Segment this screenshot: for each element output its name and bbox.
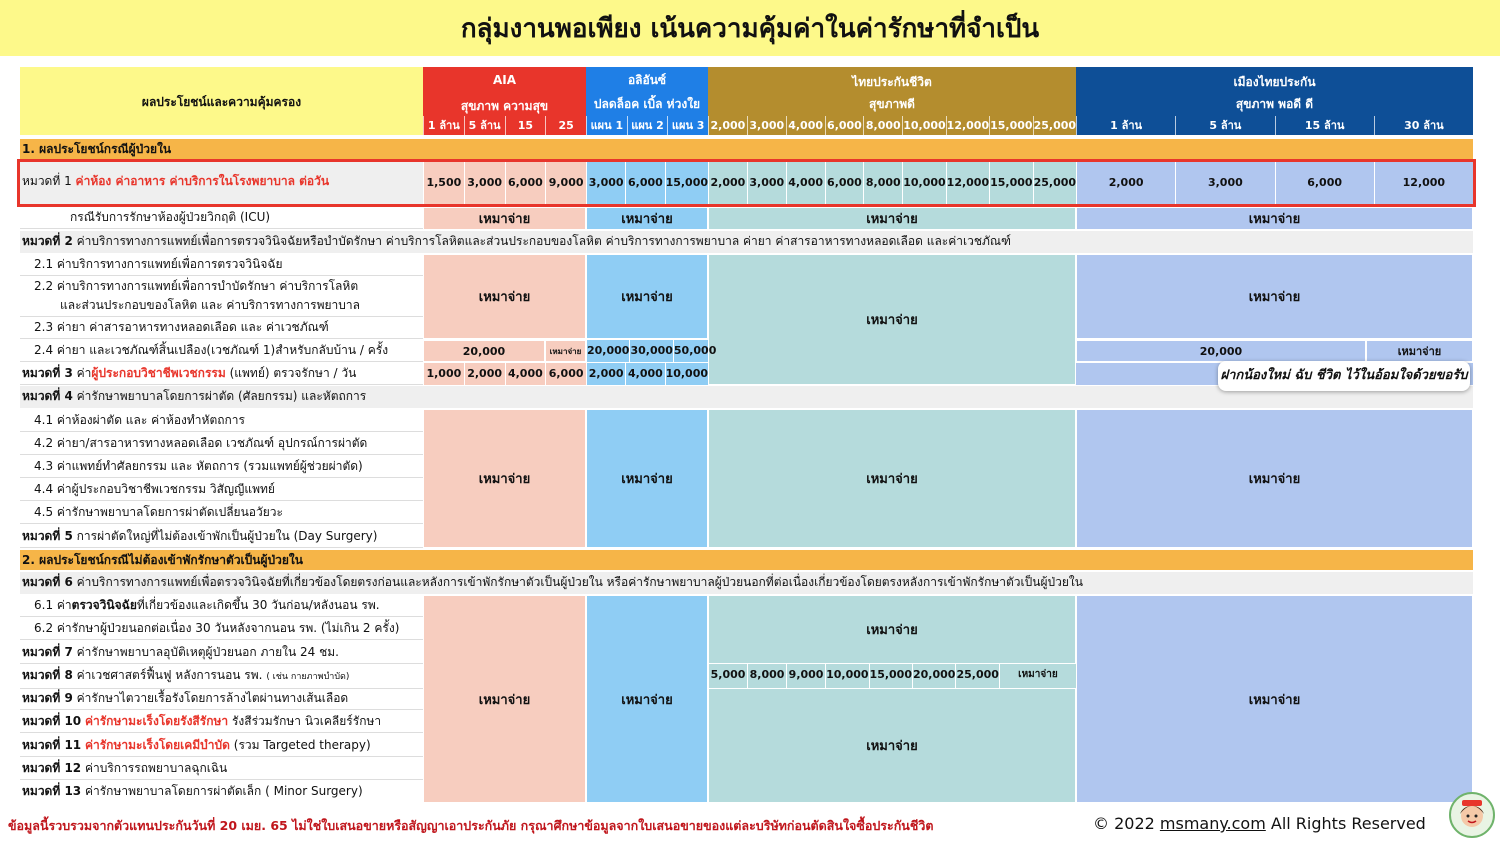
sec2-thai-top: เหมาจ่าย [708,595,1076,664]
avatar-logo-icon [1449,792,1495,838]
cat7-prefix: หมวดที่ 7 [22,645,73,659]
thai-sub: สุขภาพดี [869,97,915,111]
section-2-header: 2. ผลประโยชน์กรณีไม่ต้องเข้าพักรักษาตัวเป็นผู้ป่วยใน [20,550,1473,570]
cat1-text: ค่าห้อง ค่าอาหาร ค่าบริการในโรงพยาบาล ต่อวัน [75,174,330,188]
cat9-text: ค่ารักษาไตวายเรื้อรังโดยการล้างไตผ่านทางเส้นเลือด [76,691,349,705]
value: 10,000 [825,664,868,688]
thai-name: ไทยประกันชีวิต [852,75,932,89]
cat2-aia: เหมาจ่าย [423,254,586,339]
value: 6,000 [625,160,664,206]
value: 15,000 [869,664,912,688]
cat8-small: ( เช่น กายภาพบำบัด) [266,672,350,682]
value: 15,000 [989,160,1032,206]
cat4-aia: เหมาจ่าย [423,409,586,548]
benefit-header [20,67,423,135]
value: 1,500 [423,160,464,206]
cat4-thai: เหมาจ่าย [708,409,1076,548]
r22a: 2.2 ค่าบริการทางการแพทย์เพื่อการบำบัดรักษา ค่าบริการโลหิต [34,279,359,293]
cat4-prefix: หมวดที่ 4 [22,389,73,403]
cat13-text: ค่ารักษาพยาบาลโดยการผ่าตัดเล็ก ( Minor Surgery) [84,784,363,798]
r24-mt-lump: เหมาจ่าย [1366,340,1473,362]
value: 3,000 [464,160,505,206]
tick: 1 ล้าน [1076,116,1175,135]
tick: 15,000 [989,116,1032,135]
r44-label: 4.4 ค่าผู้ประกอบวิชาชีพเวชกรรม วิสัญญีแพทย์ [20,479,423,501]
thai-ticks [708,116,1076,135]
tick: 2,000 [708,116,747,135]
r42-label: 4.2 ค่ายา/สารอาหารทางหลอดเลือด เวชภัณฑ์ อุปกรณ์การผ่าตัด [20,433,423,455]
cat8-prefix: หมวดที่ 8 [22,668,73,682]
cat10-post: รังสีร่วมรักษา นิวเคลียร์รักษา [231,714,382,728]
value: 1,000 [423,363,464,385]
value: 2,000 [708,160,747,206]
value: 6,000 [1275,160,1374,206]
cat13-label [20,781,423,802]
cat2-thai: เหมาจ่าย [708,254,1076,385]
tick: 4,000 [786,116,825,135]
value: 6,000 [825,160,864,206]
section-1-header: 1. ผลประโยชน์กรณีผู้ป่วยใน [20,139,1473,159]
value: 12,000 [946,160,989,206]
cat12-text: ค่าบริการรถพยาบาลฉุกเฉิน [84,761,228,775]
value: 6,000 [545,363,586,385]
cat5-prefix: หมวดที่ 5 [22,529,73,543]
cat11-prefix: หมวดที่ 11 [22,738,82,752]
icu-label: กรณีรับการรักษาห้องผู้ป่วยวิกฤติ (ICU) [20,207,423,229]
value: 15,000 [665,160,708,206]
value: 2,000 [1076,160,1175,206]
r43-label: 4.3 ค่าแพทย์ทำศัลยกรรม และ หัตถการ (รวมแพทย์ผู้ช่วยผ่าตัด) [20,456,423,478]
mt-ticks [1076,116,1473,135]
cat12-label [20,758,423,780]
r24-allianz-values [586,340,717,362]
cat2-prefix: หมวดที่ 2 [22,234,73,248]
value: 5,000 [708,664,747,688]
cat6-text: ค่าบริการทางการแพทย์เพื่อตรวจวินิจฉัยที่เกี่ยวข้องโดยตรงก่อนและหลังการเข้าพักรักษาตัวเป็นผู้ป่วยใน หรือค่ารักษาพยาบาลผู้ป่วยนอกที่ต่อเนื่องเกี่ยวข้องโดยตรงหลังการเข้าพักรักษาตัวเป็นผู้ป่วยใน [76,575,1083,589]
cat8-thai-values [708,664,1076,688]
copyright [1093,814,1426,833]
tick: แผน 1 [586,116,627,135]
value: 20,000 [912,664,955,688]
tick: 25,000 [1033,116,1076,135]
value: 4,000 [505,363,546,385]
tick: 5 ล้าน [1175,116,1274,135]
value: 20,000 [586,340,629,362]
value: 8,000 [747,664,786,688]
r23-label: 2.3 ค่ายา ค่าสารอาหารทางหลอดเลือด และ ค่าเวชภัณฑ์ [20,317,423,339]
value: 4,000 [625,363,664,385]
disclaimer: ข้อมูลนี้รวบรวมจากตัวแทนประกันวันที่ 20 เมย. 65 ไม่ใช่ใบเสนอขายหรือสัญญาเอาประกันภัย กรุณาศึกษาข้อมูลจากใบเสนอขายของแต่ละบริษัทก่อนตัดสินใจซื้อประกันชีวิต [8,818,934,833]
cat4-mt: เหมาจ่าย [1076,409,1473,548]
tick: 15 ล้าน [1275,116,1374,135]
r61-bold: ตรวจวินิจฉัย [71,598,137,612]
aia-name: AIA [492,73,517,87]
cat3-aia-values [423,363,586,385]
cat5-label [20,526,423,548]
cat2-mt: เหมาจ่าย [1076,254,1473,339]
tick: 6,000 [825,116,864,135]
aia-ticks [423,116,586,135]
r24-aia: 20,000 [423,340,545,362]
cat6-label [20,572,1473,593]
site-link[interactable]: msmany.com [1159,814,1266,833]
value: 4,000 [786,160,825,206]
icu-aia: เหมาจ่าย [423,207,586,230]
value: 25,000 [1033,160,1076,206]
tick: 1 ล้าน [423,116,464,135]
value: 12,000 [1374,160,1473,206]
value: 9,000 [545,160,586,206]
cat8-text: ค่าเวชศาสตร์ฟื้นฟู หลังการนอน รพ. [76,668,263,682]
value: 10,000 [902,160,945,206]
cat3-pre: ค่า [76,366,92,380]
cat9-prefix: หมวดที่ 9 [22,691,73,705]
r22-label [20,277,423,317]
cat3-label [20,363,423,385]
cat11-post: (รวม Targeted therapy) [233,738,371,752]
cat10-red: ค่ารักษามะเร็งโดยรังสีรักษา [84,714,229,728]
cat3-prefix: หมวดที่ 3 [22,366,73,380]
r24-mt: 20,000 [1076,340,1366,362]
cat4-allianz: เหมาจ่าย [586,409,708,548]
tick: 3,000 [747,116,786,135]
r61-pre: 6.1 ค่า [34,598,72,612]
value: 6,000 [505,160,546,206]
cat13-prefix: หมวดที่ 13 [22,784,82,798]
value: 3,000 [747,160,786,206]
mt-sub: สุขภาพ พอดี ดี [1235,97,1314,111]
tick: 10,000 [902,116,945,135]
promo-badge: ฝากน้องใหม่ ฉับ ชีวิต ไว้ในอ้อมใจด้วยขอรับ [1218,361,1470,391]
allianz-ticks [586,116,708,135]
cat11-red: ค่ารักษามะเร็งโดยเคมีบำบัด [84,738,230,752]
r24-aia-lump: เหมาจ่าย [545,340,586,362]
cat2-allianz: เหมาจ่าย [586,254,708,339]
cat2-label [20,231,1473,252]
tick: 25 [545,116,586,135]
copy-post: All Rights Reserved [1265,814,1426,833]
allianz-name: อลิอันซ์ [627,73,667,87]
icu-mt: เหมาจ่าย [1076,207,1473,230]
value: 8,000 [863,160,902,206]
cat10-prefix: หมวดที่ 10 [22,714,82,728]
value: เหมาจ่าย [999,664,1076,688]
allianz-sub: ปลดล็อค เบิ้ล ห่วงใย [593,97,701,111]
cat1-prefix: หมวดที่ 1 [22,174,72,188]
cat7-label [20,642,423,664]
value: 25,000 [955,664,998,688]
cat3-allianz-values [586,363,708,385]
tick: แผน 2 [627,116,668,135]
r45-label: 4.5 ค่ารักษาพยาบาลโดยการผ่าตัดเปลี่ยนอวัยวะ [20,502,423,524]
cat7-text: ค่ารักษาพยาบาลอุบัติเหตุผู้ป่วยนอก ภายใน 24 ชม. [76,645,339,659]
value: 3,000 [1175,160,1274,206]
value: 3,000 [586,160,625,206]
cat6-prefix: หมวดที่ 6 [22,575,73,589]
sec2-mt: เหมาจ่าย [1076,595,1473,803]
tick: 8,000 [863,116,902,135]
sec2-thai-bottom: เหมาจ่าย [708,688,1076,803]
r22b: และส่วนประกอบของโลหิต และ ค่าบริการทางการพยาบาล [60,298,360,312]
mt-name: เมืองไทยประกัน [1233,75,1316,89]
value: 50,000 [673,340,716,362]
r21-label: 2.1 ค่าบริการทางการแพทย์เพื่อการตรวจวินิจฉัย [20,254,423,276]
cat12-prefix: หมวดที่ 12 [22,761,82,775]
page-title: กลุ่มงานพอเพียง เน้นความคุ้มค่าในค่ารักษาที่จำเป็น [460,14,1040,44]
value: 9,000 [786,664,825,688]
aia-sub: สุขภาพ ความสุข [460,99,549,113]
r24-label: 2.4 ค่ายา และเวชภัณฑ์สิ้นเปลือง(เวชภัณฑ์ 1)สำหรับกลับบ้าน / ครั้ง [20,340,423,362]
value: 10,000 [665,363,708,385]
copy-pre: © 2022 [1093,814,1160,833]
cat3-red: ผู้ประกอบวิชาชีพเวชกรรม [91,366,226,380]
tick: แผน 3 [667,116,708,135]
r61-post: ที่เกี่ยวข้องและเกิดขึ้น 30 วันก่อน/หลังนอน รพ. [136,598,380,612]
cat11-label [20,735,423,757]
sec2-allianz: เหมาจ่าย [586,595,708,803]
tick: 15 [505,116,546,135]
tick: 12,000 [946,116,989,135]
tick: 5 ล้าน [464,116,505,135]
r61-label [20,595,423,617]
r62-label: 6.2 ค่ารักษาผู้ป่วยนอกต่อเนื่อง 30 วันหลังจากนอน รพ. (ไม่เกิน 2 ครั้ง) [20,618,423,640]
cat5-text: การผ่าตัดใหญ่ที่ไม่ต้องเข้าพักเป็นผู้ป่วยใน (Day Surgery) [76,529,378,543]
value: 2,000 [586,363,625,385]
tick: 30 ล้าน [1374,116,1473,135]
value: 30,000 [629,340,672,362]
icu-thai: เหมาจ่าย [708,207,1076,230]
sec2-aia: เหมาจ่าย [423,595,586,803]
cat3-post: (แพทย์) ตรวจรักษา / วัน [229,366,357,380]
benefit-header-label: ผลประโยชน์และความคุ้มครอง [141,95,302,109]
value: 2,000 [464,363,505,385]
highlight-box [17,159,1476,207]
cat8-label [20,665,423,689]
r41-label: 4.1 ค่าห้องผ่าตัด และ ค่าห้องทำหัตถการ [20,410,423,432]
cat2-text: ค่าบริการทางการแพทย์เพื่อการตรวจวินิจฉัยหรือบำบัดรักษา ค่าบริการโลหิตและส่วนประกอบของโลหิต ค่าบริการทางการพยาบาล ค่ายา ค่าสารอาหารทางหลอดเลือด และค่าเวชภัณฑ์ [76,234,1011,248]
cat10-label [20,711,423,733]
cat9-label [20,688,423,710]
icu-allianz: เหมาจ่าย [586,207,708,230]
cat4-text: ค่ารักษาพยาบาลโดยการผ่าตัด (ศัลยกรรม) และหัตถการ [76,389,367,403]
